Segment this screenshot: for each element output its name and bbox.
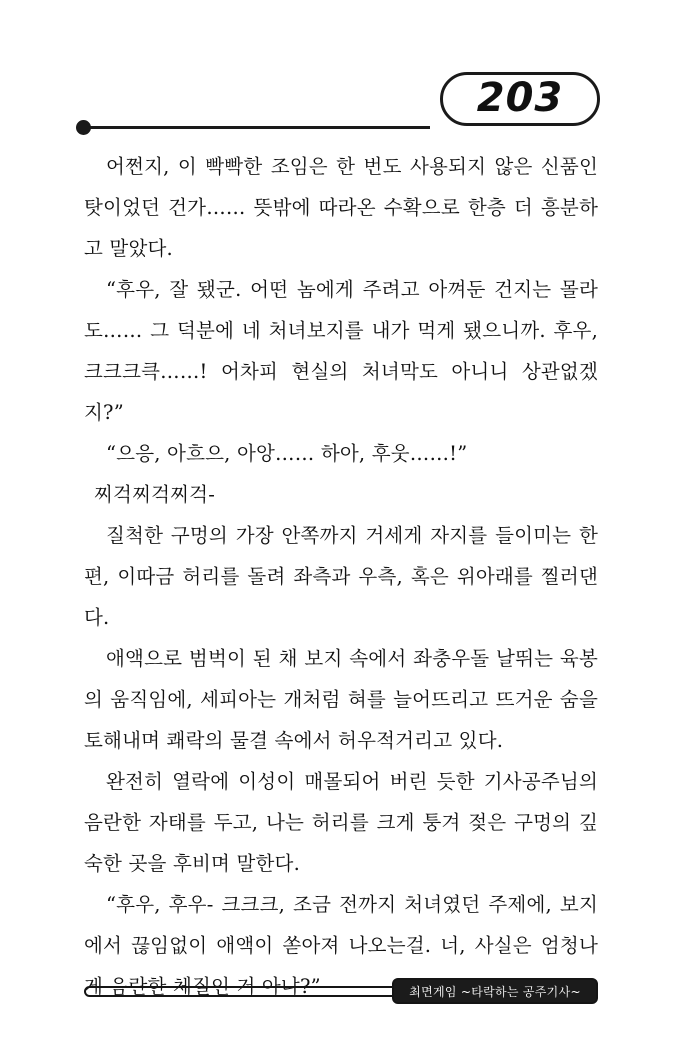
paragraph: “후우, 잘 됐군. 어떤 놈에게 주려고 아껴둔 건지는 몰라도…… 그 덕분에 네 처녀보지를 내가 먹게 됐으니까. 후우, 크크크큭……! 어차피 현실의 처녀막도 아니니 상관없겠지?” <box>84 278 598 424</box>
book-title-tag: 최면게임 ~타락하는 공주기사~ <box>392 978 598 1004</box>
paragraph: 질척한 구멍의 가장 안쪽까지 거세게 자지를 들이미는 한편, 이따금 허리를 돌려 좌측과 우측, 혹은 위아래를 찔러댄다. <box>84 524 598 629</box>
page-number: 203 <box>476 75 564 121</box>
page-footer <box>0 978 676 1004</box>
page-number-badge <box>440 72 600 126</box>
footer-rule <box>84 986 424 997</box>
paragraph: 어쩐지, 이 빡빡한 조임은 한 번도 사용되지 않은 신품인 탓이었던 건가…… 뜻밖에 따라온 수확으로 한층 더 흥분하고 말았다. <box>84 155 598 260</box>
paragraph: “으응, 아흐으, 아앙…… 하아, 후웃……!” <box>106 442 468 465</box>
header-rule <box>86 126 430 129</box>
page-header <box>0 72 676 142</box>
paragraph: 애액으로 범벅이 된 채 보지 속에서 좌충우돌 날뛰는 육봉의 움직임에, 세피아는 개처럼 혀를 늘어뜨리고 뜨거운 숨을 토해내며 쾌락의 물결 속에서 허우적거리고 있다. <box>84 647 598 752</box>
paragraph: 완전히 열락에 이성이 매몰되어 버린 듯한 기사공주님의 음란한 자태를 두고, 나는 허리를 크게 퉁겨 젖은 구멍의 깊숙한 곳을 후비며 말한다. <box>84 770 598 875</box>
paragraph: “후우, 후우- 크크크, 조금 전까지 처녀였던 주제에, 보지에서 끊임없이 애액이 쏟아져 나오는걸. 너, 사실은 엄청나게 음란한 체질인 거 아냐?” <box>84 893 598 998</box>
paragraph: 찌걱찌걱찌걱- <box>94 483 216 506</box>
page-body-text <box>84 146 598 1007</box>
